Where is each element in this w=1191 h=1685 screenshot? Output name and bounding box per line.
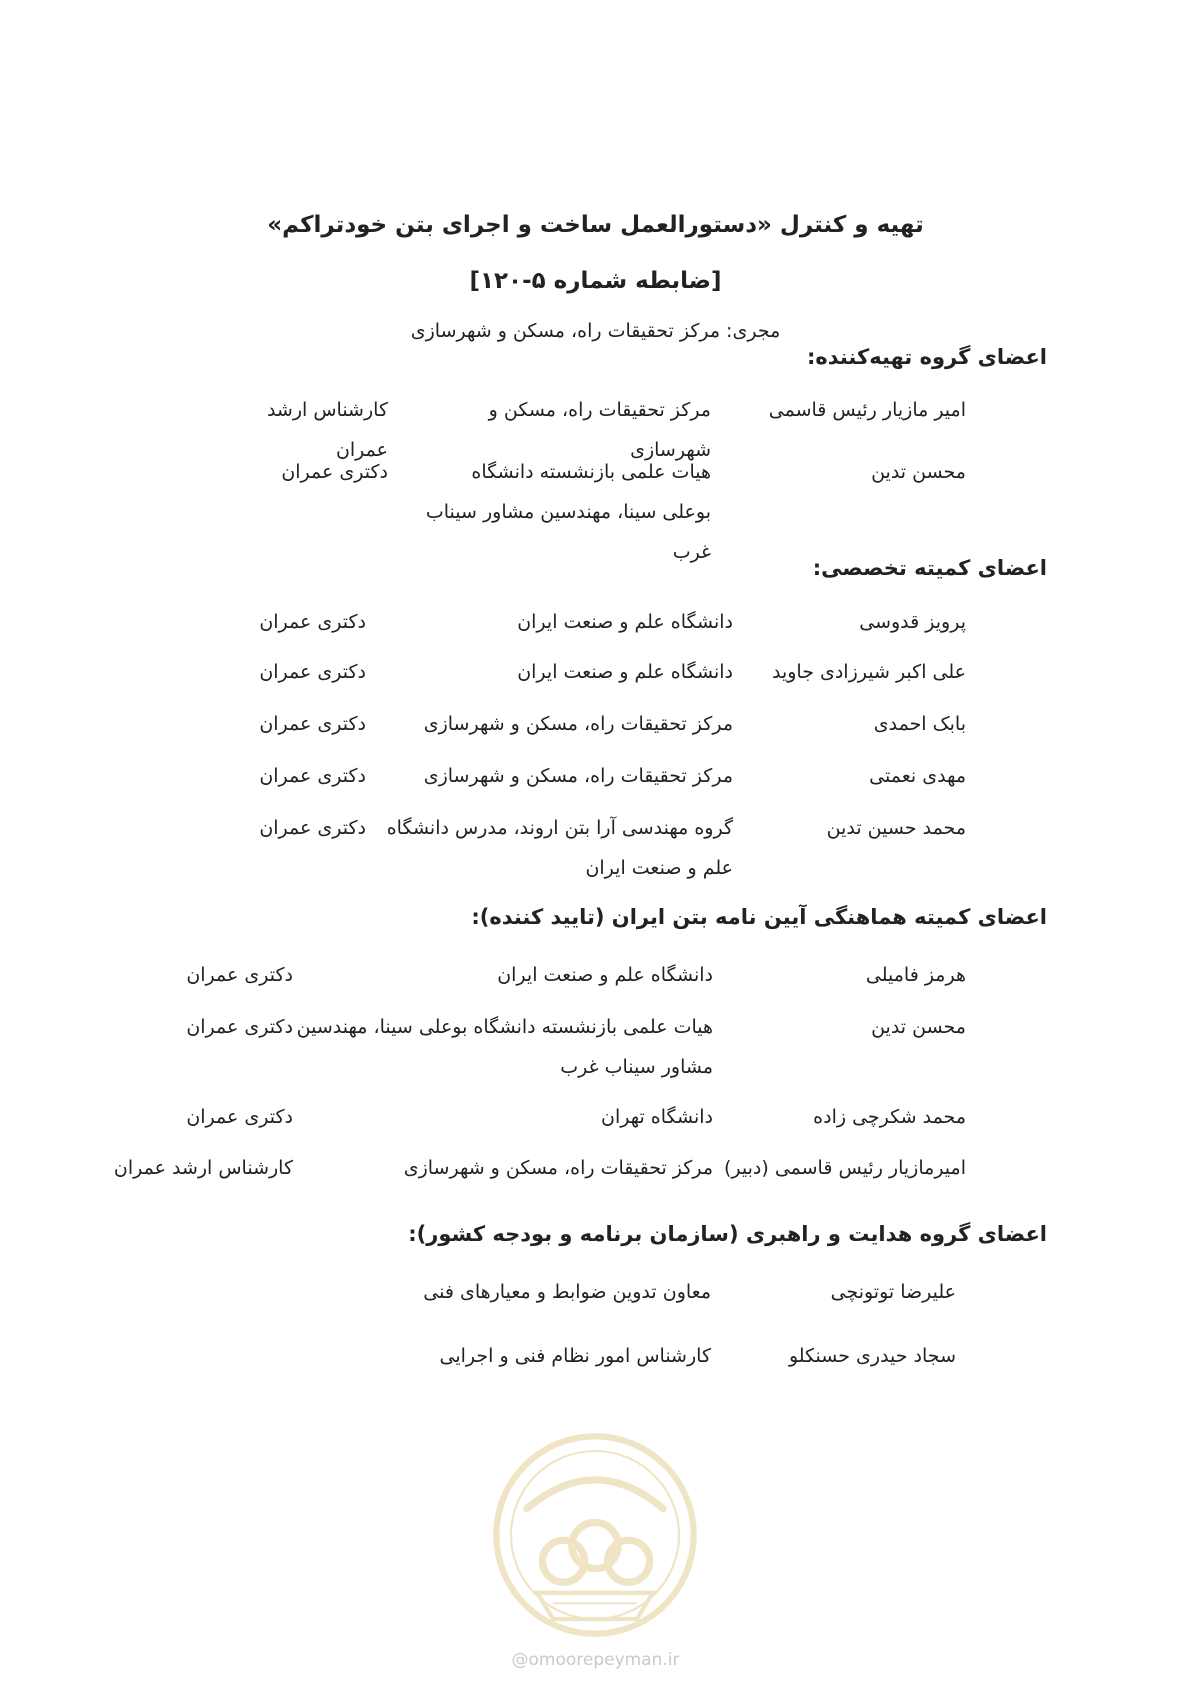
member-degree: دکتری عمران	[259, 713, 366, 735]
member-degree: دکتری عمران	[281, 461, 388, 483]
member-name: علیرضا توتونچی	[830, 1281, 956, 1303]
section-heading-steering-group: اعضای گروه هدایت و راهبری (سازمان برنامه و بودجه کشور):	[408, 1222, 1047, 1246]
member-name: امیر مازیار رئیس قاسمی	[768, 399, 966, 421]
member-org: مرکز تحقیقات راه، مسکن و شهرسازی	[488, 399, 711, 461]
section-heading-preparers: اعضای گروه تهیه‌کننده:	[806, 345, 1047, 369]
member-name: محمد حسین تدین	[826, 817, 966, 839]
executor-line: مجری: مرکز تحقیقات راه، مسکن و شهرسازی	[410, 320, 781, 342]
member-degree: دکتری عمران	[259, 817, 366, 839]
section-heading-technical-committee: اعضای کمیته تخصصی:	[812, 556, 1047, 580]
member-org: گروه مهندسی آرا بتن اروند، مدرس دانشگاه علم و صنعت ایران	[386, 817, 733, 879]
member-degree: دکتری عمران	[186, 1106, 293, 1128]
member-name: محسن تدین	[871, 1016, 966, 1038]
member-name: مهدی نعمتی	[869, 765, 966, 787]
member-org: هیات علمی بازنشسته دانشگاه بوعلی سینا، مهندسین مشاور سیناب غرب	[425, 461, 711, 563]
member-degree: دکتری عمران	[186, 1016, 293, 1038]
member-org: دانشگاه علم و صنعت ایران	[517, 661, 733, 683]
member-name: علی اکبر شیرزادی جاوید	[771, 661, 966, 683]
member-degree: کارشناس ارشد عمران	[266, 399, 388, 461]
member-org: هیات علمی بازنشسته دانشگاه بوعلی سینا، مهندسین مشاور سیناب غرب	[296, 1016, 713, 1078]
member-degree: دکتری عمران	[186, 964, 293, 986]
member-org: مرکز تحقیقات راه، مسکن و شهرسازی	[423, 713, 733, 735]
document-title: تهیه و کنترل «دستورالعمل ساخت و اجرای بتن خودتراکم»	[267, 212, 924, 238]
member-name: محسن تدین	[871, 461, 966, 483]
member-name: هرمز فامیلی	[865, 964, 966, 986]
document-subtitle: [ضابطه شماره ۵-۱۲۰]	[469, 268, 722, 294]
member-org: دانشگاه علم و صنعت ایران	[517, 611, 733, 633]
member-org: دانشگاه علم و صنعت ایران	[497, 964, 713, 986]
member-name: پرویز قدوسی	[859, 611, 966, 633]
member-name: محمد شکرچی زاده	[813, 1106, 966, 1128]
watermark-url: @omoorepeyman.ir	[511, 1650, 680, 1670]
member-name: امیرمازیار رئیس قاسمی (دبیر)	[723, 1157, 966, 1179]
member-org: دانشگاه تهران	[600, 1106, 713, 1128]
member-org: مرکز تحقیقات راه، مسکن و شهرسازی	[403, 1157, 713, 1179]
section-heading-coordination-committee: اعضای کمیته هماهنگی آیین نامه بتن ایران (تایید کننده):	[471, 905, 1047, 929]
member-degree: دکتری عمران	[259, 611, 366, 633]
watermark-logo	[490, 1430, 700, 1640]
member-title: معاون تدوین ضوابط و معیارهای فنی	[423, 1281, 711, 1303]
member-org: مرکز تحقیقات راه، مسکن و شهرسازی	[423, 765, 733, 787]
member-degree: کارشناس ارشد عمران	[113, 1157, 293, 1179]
member-degree: دکتری عمران	[259, 661, 366, 683]
member-name: سجاد حیدری حسنکلو	[788, 1345, 956, 1367]
member-name: بابک احمدی	[873, 713, 966, 735]
member-title: کارشناس امور نظام فنی و اجرایی	[439, 1345, 711, 1367]
member-degree: دکتری عمران	[259, 765, 366, 787]
